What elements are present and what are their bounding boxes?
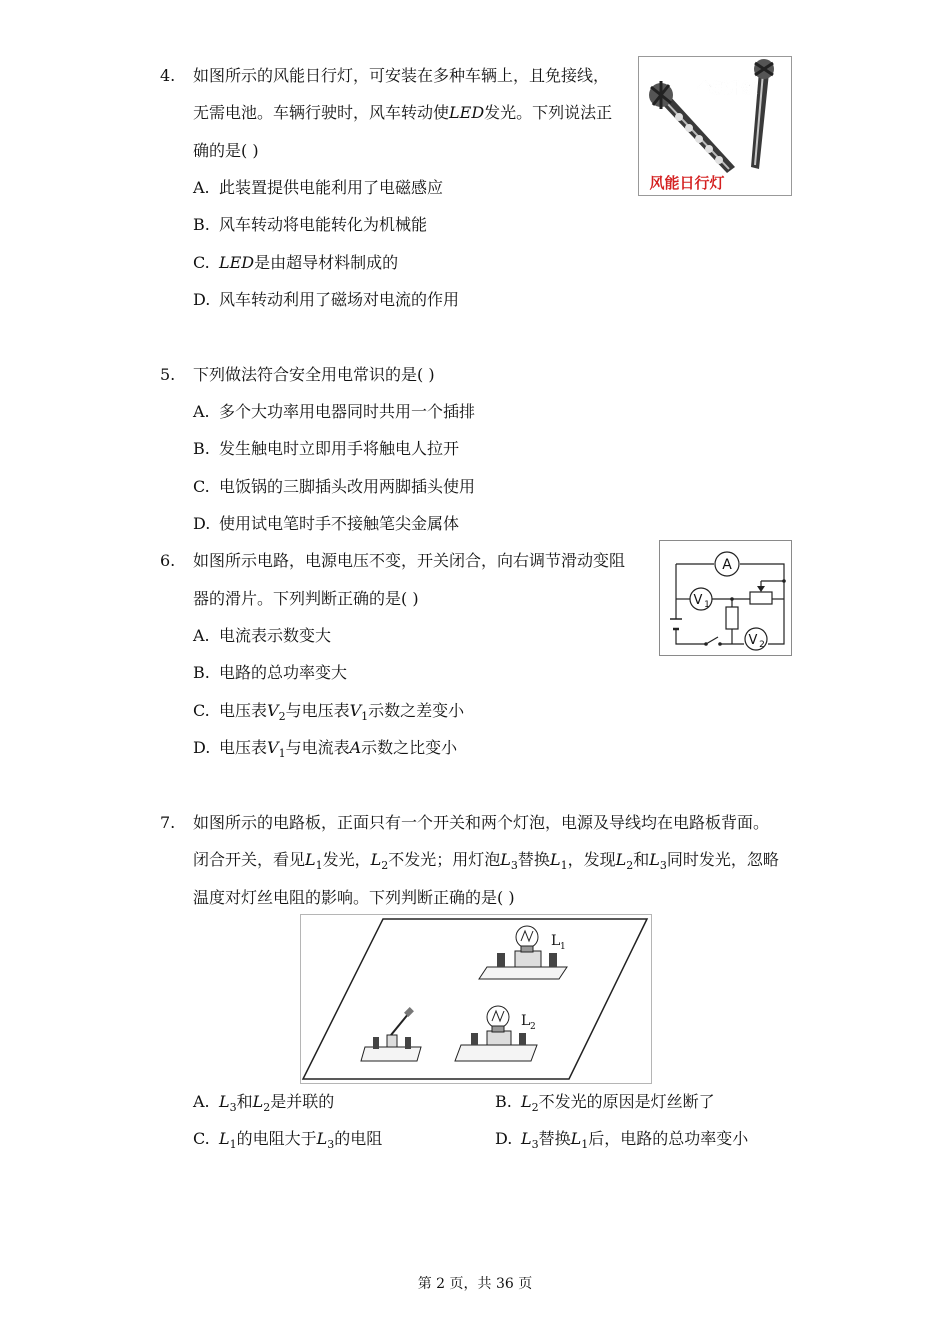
question-6-line-2: 器的滑片。下列判断正确的是( ) [193,589,419,608]
question-5-number: 5. [160,365,176,384]
question-7-option-d[interactable]: D. $L_3$替换$L_1$后，电路的总功率变小 [495,1129,749,1151]
question-6-line-1: 如图所示电路，电源电压不变，开关闭合，向右调节滑动变阻 [193,551,626,570]
wind-lamp-bottom-label: 风能日行灯 [649,174,725,192]
voltmeter-1-label: V [693,593,703,608]
question-7-line-2: 闭合开关，看见$L_1$发光，$L_2$不发光；用灯泡$L_3$替换$L_1$，发现$L_2$和$L_3$同时发光，忽略 [193,850,779,872]
question-7-number: 7. [160,813,176,832]
question-6-number: 6. [160,551,176,570]
voltmeter-2-sub: 2 [759,640,765,650]
question-6-option-c[interactable]: C. 电压表$V_2$与电压表$V_1$示数之差变小 [193,701,465,723]
wind-lamp-top-label: 全新升级 [696,79,758,97]
question-7-option-b[interactable]: B. $L_2$不发光的原因是灯丝断了 [495,1092,715,1114]
circuit-board-figure [300,914,652,1084]
circuit-board-svg [301,915,651,1083]
question-4-number: 4. [160,66,176,85]
question-7-option-a[interactable]: A. $L_3$和$L_2$是并联的 [193,1092,335,1114]
question-5-stem: 下列做法符合安全用电常识的是( ) [193,365,435,384]
voltmeter-1-sub: 1 [704,600,710,610]
question-6-option-a[interactable]: A. 电流表示数变大 [193,626,332,645]
ammeter-label: A [722,557,732,573]
bulb-l2-label: L [521,1013,531,1029]
circuit-diagram-q6 [659,540,792,656]
question-4-option-b[interactable]: B. 风车转动将电能转化为机械能 [193,215,428,234]
question-5-option-d[interactable]: D. 使用试电笔时手不接触笔尖金属体 [193,514,460,533]
question-4-option-c[interactable]: C. LED是由超导材料制成的 [193,253,399,272]
circuit-svg-q6 [660,541,791,655]
question-4-line-2: 无需电池。车辆行驶时，风车转动使LED发光。下列说法正 [193,103,613,122]
question-7-option-c[interactable]: C. $L_1$的电阻大于$L_3$的电阻 [193,1129,383,1151]
page-footer: 第 2 页，共 36 页 [417,1276,533,1292]
question-7-line-1: 如图所示的电路板，正面只有一个开关和两个灯泡，电源及导线均在电路板背面。 [193,813,770,832]
voltmeter-2-label: V [748,633,758,648]
question-4-line-3: 确的是( ) [193,141,259,160]
question-4-option-d[interactable]: D. 风车转动利用了磁场对电流的作用 [193,290,460,309]
question-7-line-3: 温度对灯丝电阻的影响。下列判断正确的是( ) [193,888,515,907]
question-6-option-b[interactable]: B. 电路的总功率变大 [193,663,348,682]
bulb-l1-label: L [551,933,561,949]
wind-lamp-image [639,57,791,195]
question-6-option-d[interactable]: D. 电压表$V_1$与电流表A示数之比变小 [193,738,458,760]
question-4-option-a[interactable]: A. 此装置提供电能利用了电磁感应 [193,178,444,197]
wind-daylight-figure [638,56,792,196]
question-4-line-1: 如图所示的风能日行灯，可安装在多种车辆上，且免接线， [193,66,610,85]
question-5-option-a[interactable]: A. 多个大功率用电器同时共用一个插排 [193,402,476,421]
question-5-option-b[interactable]: B. 发生触电时立即用手将触电人拉开 [193,439,460,458]
bulb-l2-sub: 2 [530,1022,536,1032]
question-5-option-c[interactable]: C. 电饭锅的三脚插头改用两脚插头使用 [193,477,476,496]
bulb-l1-sub: 1 [560,942,566,952]
